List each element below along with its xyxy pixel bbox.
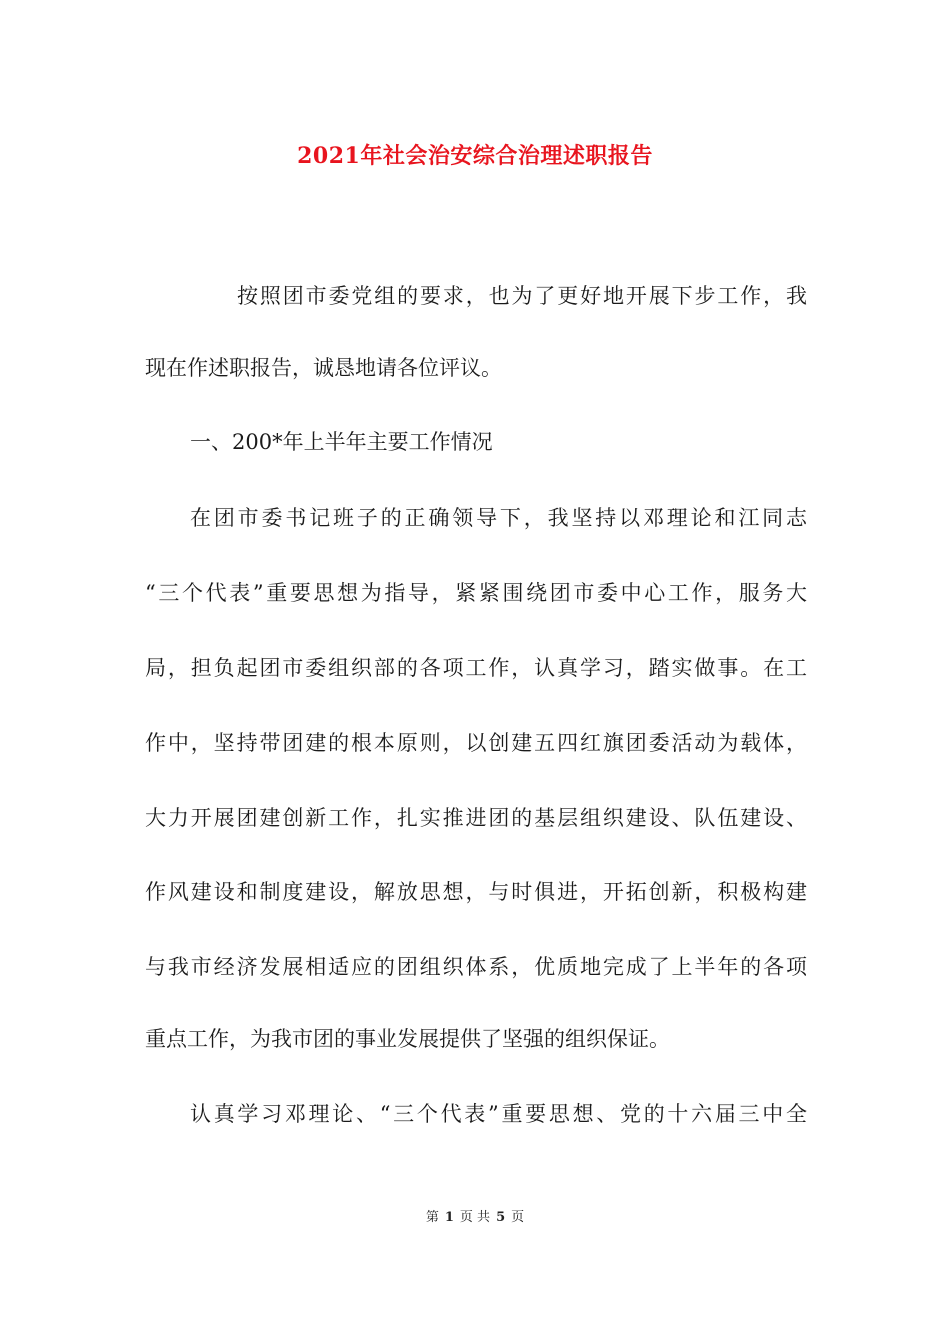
footer-middle: 页 共 xyxy=(459,1210,491,1225)
paragraph-line: 局，担负起团市委组织部的各项工作，认真学习，踏实做事。在工 xyxy=(145,656,807,680)
paragraph-line: 现在作述职报告，诚恳地请各位评议。 xyxy=(145,356,502,380)
section-heading: 一、200*年上半年主要工作情况 xyxy=(190,430,493,454)
paragraph-line: 认真学习邓理论、“三个代表”重要思想、党的十六届三中全 xyxy=(190,1102,807,1126)
paragraph-line: 重点工作，为我市团的事业发展提供了坚强的组织保证。 xyxy=(145,1027,670,1051)
page-footer xyxy=(0,1208,950,1228)
footer-prefix: 第 xyxy=(425,1210,439,1225)
paragraph-line: 作中，坚持带团建的根本原则，以创建五四红旗团委活动为载体， xyxy=(145,731,807,755)
paragraph-line: 作风建设和制度建设，解放思想，与时俱进，开拓创新，积极构建 xyxy=(145,880,807,904)
paragraph-line: 按照团市委党组的要求，也为了更好地开展下步工作，我 xyxy=(237,284,807,308)
paragraph-line: 大力开展团建创新工作，扎实推进团的基层组织建设、队伍建设、 xyxy=(145,806,807,830)
paragraph-line: “三个代表”重要思想为指导，紧紧围绕团市委中心工作，服务大 xyxy=(145,581,807,605)
document-title: 2021年社会治安综合治理述职报告 xyxy=(297,143,653,169)
paragraph-line: 与我市经济发展相适应的团组织体系，优质地完成了上半年的各项 xyxy=(145,955,807,979)
footer-suffix: 页 xyxy=(511,1210,525,1225)
footer-page-number: 1 xyxy=(444,1210,454,1225)
footer-total-pages: 5 xyxy=(496,1210,506,1225)
paragraph-line: 在团市委书记班子的正确领导下，我坚持以邓理论和江同志 xyxy=(190,506,807,530)
